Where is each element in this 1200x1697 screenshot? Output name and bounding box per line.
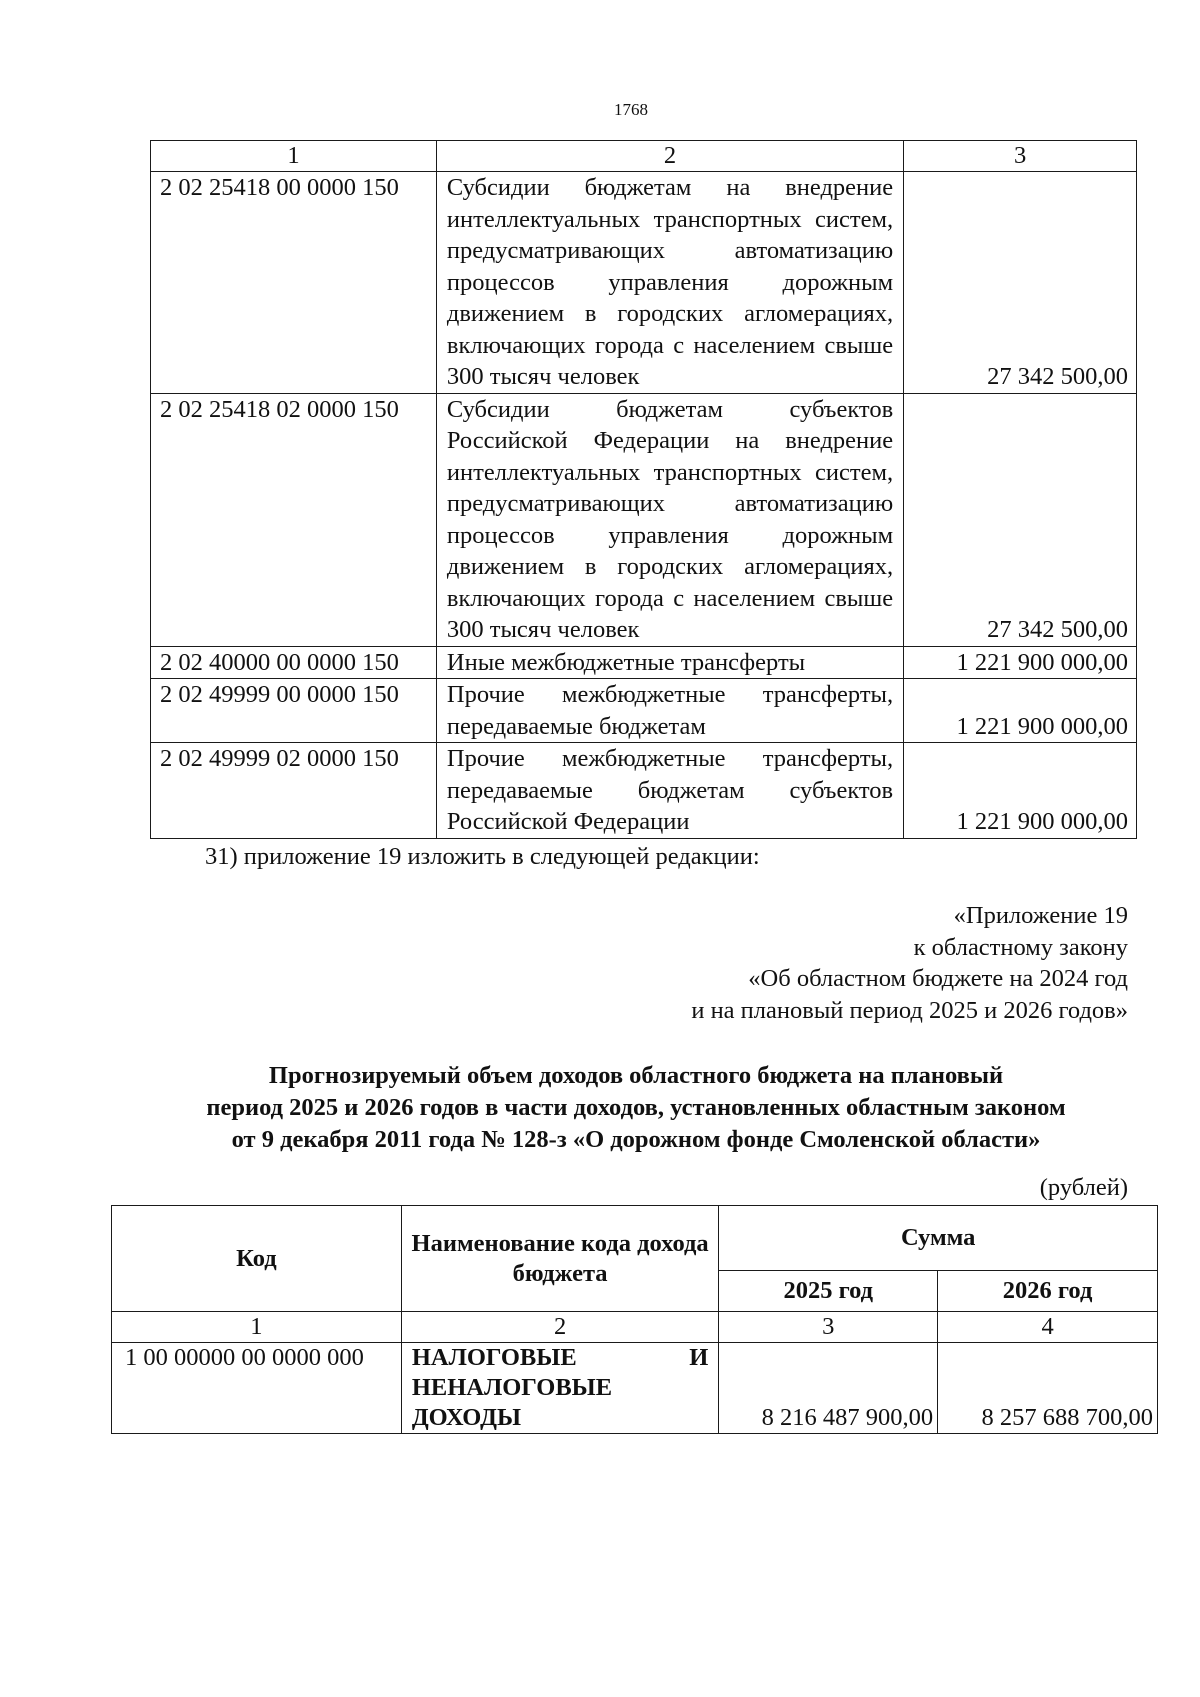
income-amount: 1 221 900 000,00: [904, 646, 1137, 679]
table-row: [112, 1343, 1158, 1434]
income-code: 2 02 40000 00 0000 150: [151, 646, 437, 679]
column-number: 3: [719, 1312, 938, 1343]
header-name: Наименование кода дохода бюджета: [401, 1206, 719, 1312]
title-line: Прогнозируемый объем доходов областного бюджета на плановый: [268, 1062, 1004, 1089]
title-line: от 9 декабря 2011 года № 128-з «О дорожном фонде Смоленской области»: [231, 1126, 1041, 1153]
amount-2026: 8 257 688 700,00: [938, 1343, 1158, 1434]
table-row: [151, 393, 1137, 646]
appendix-line: к областному закону: [913, 933, 1128, 961]
income-amount: 1 221 900 000,00: [904, 743, 1137, 839]
column-number: 2: [401, 1312, 719, 1343]
column-number: 1: [151, 141, 437, 172]
column-numbers-row: [112, 1312, 1158, 1343]
income-name: НАЛОГОВЫЕ И НЕНАЛОГОВЫЕ ДОХОДЫ: [401, 1343, 719, 1434]
income-code: 2 02 49999 02 0000 150: [151, 743, 437, 839]
income-name: Иные межбюджетные трансферты: [436, 646, 903, 679]
amendment-paragraph: 31) приложение 19 изложить в следующей редакции:: [205, 843, 760, 870]
income-name: Прочие межбюджетные трансферты, передаваемые бюджетам: [436, 679, 903, 743]
table-row: [151, 743, 1137, 839]
income-code: 2 02 25418 00 0000 150: [151, 172, 437, 394]
appendix-line: «Приложение 19: [953, 902, 1128, 929]
header-year-2026: 2026 год: [938, 1271, 1158, 1312]
income-amount: 27 342 500,00: [904, 393, 1137, 646]
table-row: [151, 172, 1137, 394]
title-line: период 2025 и 2026 годов в части доходов, установленных областным законом: [206, 1094, 1066, 1121]
table-row: [151, 679, 1137, 743]
column-number: 1: [112, 1312, 402, 1343]
column-number: 4: [938, 1312, 1158, 1343]
table-header-row: [151, 141, 1137, 172]
table-row: [151, 646, 1137, 679]
header-code: Код: [112, 1206, 402, 1312]
appendix-reference: [691, 900, 1128, 1026]
appendix-line: «Об областном бюджете на 2024 год: [748, 965, 1128, 992]
header-sum: Сумма: [719, 1206, 1158, 1271]
units-label: (рублей): [1039, 1174, 1128, 1201]
income-name: Прочие межбюджетные трансферты, передаваемые бюджетам субъектов Российской Федерации: [436, 743, 903, 839]
income-amount: 27 342 500,00: [904, 172, 1137, 394]
income-code: 2 02 49999 00 0000 150: [151, 679, 437, 743]
column-number: 3: [904, 141, 1137, 172]
page-number: 1768: [614, 100, 648, 119]
appendix-line: и на плановый период 2025 и 2026 годов»: [691, 996, 1128, 1024]
column-number: 2: [436, 141, 903, 172]
income-name: Субсидии бюджетам на внедрение интеллектуальных транспортных систем, предусматривающих автоматизацию процессов управления дорожным движением в городских агломерациях, включающих города с населением свыше 300 тысяч человек: [436, 172, 903, 394]
document-title: [130, 1060, 1142, 1156]
amount-2025: 8 216 487 900,00: [719, 1343, 938, 1434]
transfers-table: [150, 140, 1137, 839]
income-amount: 1 221 900 000,00: [904, 679, 1137, 743]
forecast-income-table: [111, 1205, 1158, 1434]
header-year-2025: 2025 год: [719, 1271, 938, 1312]
income-name: Субсидии бюджетам субъектов Российской Федерации на внедрение интеллектуальных транспортных систем, предусматривающих автоматизацию процессов управления дорожным движением в городских агломерациях, включающих города с населением свыше 300 тысяч человек: [436, 393, 903, 646]
income-code: 1 00 00000 00 0000 000: [112, 1343, 402, 1434]
income-code: 2 02 25418 02 0000 150: [151, 393, 437, 646]
